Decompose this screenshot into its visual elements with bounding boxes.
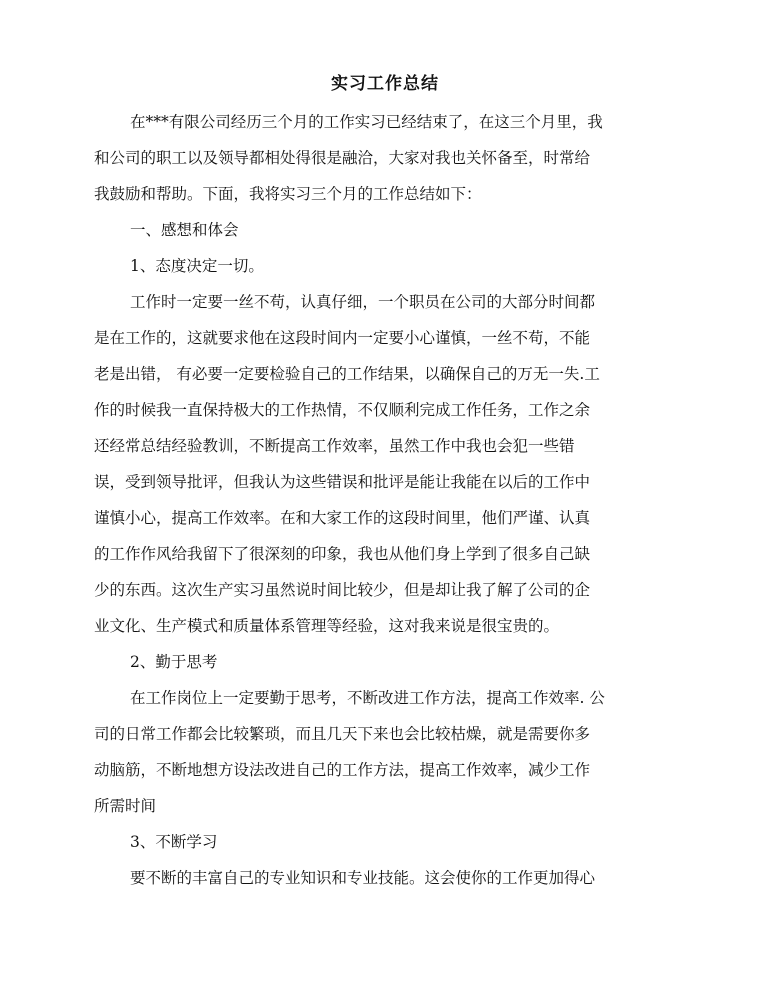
- paragraph-line: 谨慎小心，提高工作效率。在和大家工作的这段时间里，他们严谨、认真: [94, 509, 591, 527]
- paragraph-line: 业文化、生产模式和质量体系管理等经验，这对我来说是很宝贵的。: [94, 617, 560, 635]
- section-heading: 一、感想和体会: [130, 221, 239, 239]
- paragraph-line: 在工作岗位上一定要勤于思考，不断改进工作方法，提高工作效率. 公: [130, 689, 605, 707]
- paragraph-line: 司的日常工作都会比较繁琐，而且几天下来也会比较枯燥，就是需要你多: [94, 725, 591, 743]
- paragraph-line: 动脑筋，不断地想方设法改进自己的工作方法，提高工作效率，减少工作: [94, 761, 591, 779]
- paragraph-line: 的工作作风给我留下了很深刻的印象，我也从他们身上学到了很多自己缺: [94, 545, 591, 563]
- paragraph-line: 和公司的职工以及领导都相处得很是融洽，大家对我也关怀备至，时常给: [94, 149, 591, 167]
- subsection-heading: 3、不断学习: [130, 833, 218, 851]
- paragraph-line: 少的东西。这次生产实习虽然说时间比较少，但是却让我了解了公司的企: [94, 581, 591, 599]
- paragraph-line: 所需时间: [94, 797, 157, 815]
- paragraph-line: 老是出错， 有必要一定要检验自己的工作结果，以确保自己的万无一失.工: [94, 365, 600, 383]
- document-title: 实习工作总结: [331, 74, 439, 94]
- paragraph-line: 是在工作的，这就要求他在这段时间内一定要小心谨慎，一丝不苟，不能: [94, 329, 591, 347]
- paragraph-line: 在***有限公司经历三个月的工作实习已经结束了，在这三个月里，我: [130, 113, 603, 131]
- paragraph-line: 误，受到领导批评，但我认为这些错误和批评是能让我能在以后的工作中: [94, 473, 591, 491]
- subsection-heading: 1、态度决定一切。: [130, 257, 264, 275]
- subsection-heading: 2、勤于思考: [130, 653, 218, 671]
- paragraph-line: 我鼓励和帮助。下面，我将实习三个月的工作总结如下：: [94, 185, 482, 203]
- paragraph-line: 作的时候我一直保持极大的工作热情，不仅顺利完成工作任务，工作之余: [94, 401, 591, 419]
- paragraph-line: 还经常总结经验教训，不断提高工作效率，虽然工作中我也会犯一些错: [94, 437, 575, 455]
- paragraph-line: 要不断的丰富自己的专业知识和专业技能。这会使你的工作更加得心: [130, 869, 596, 887]
- paragraph-line: 工作时一定要一丝不苟，认真仔细，一个职员在公司的大部分时间都: [130, 293, 596, 311]
